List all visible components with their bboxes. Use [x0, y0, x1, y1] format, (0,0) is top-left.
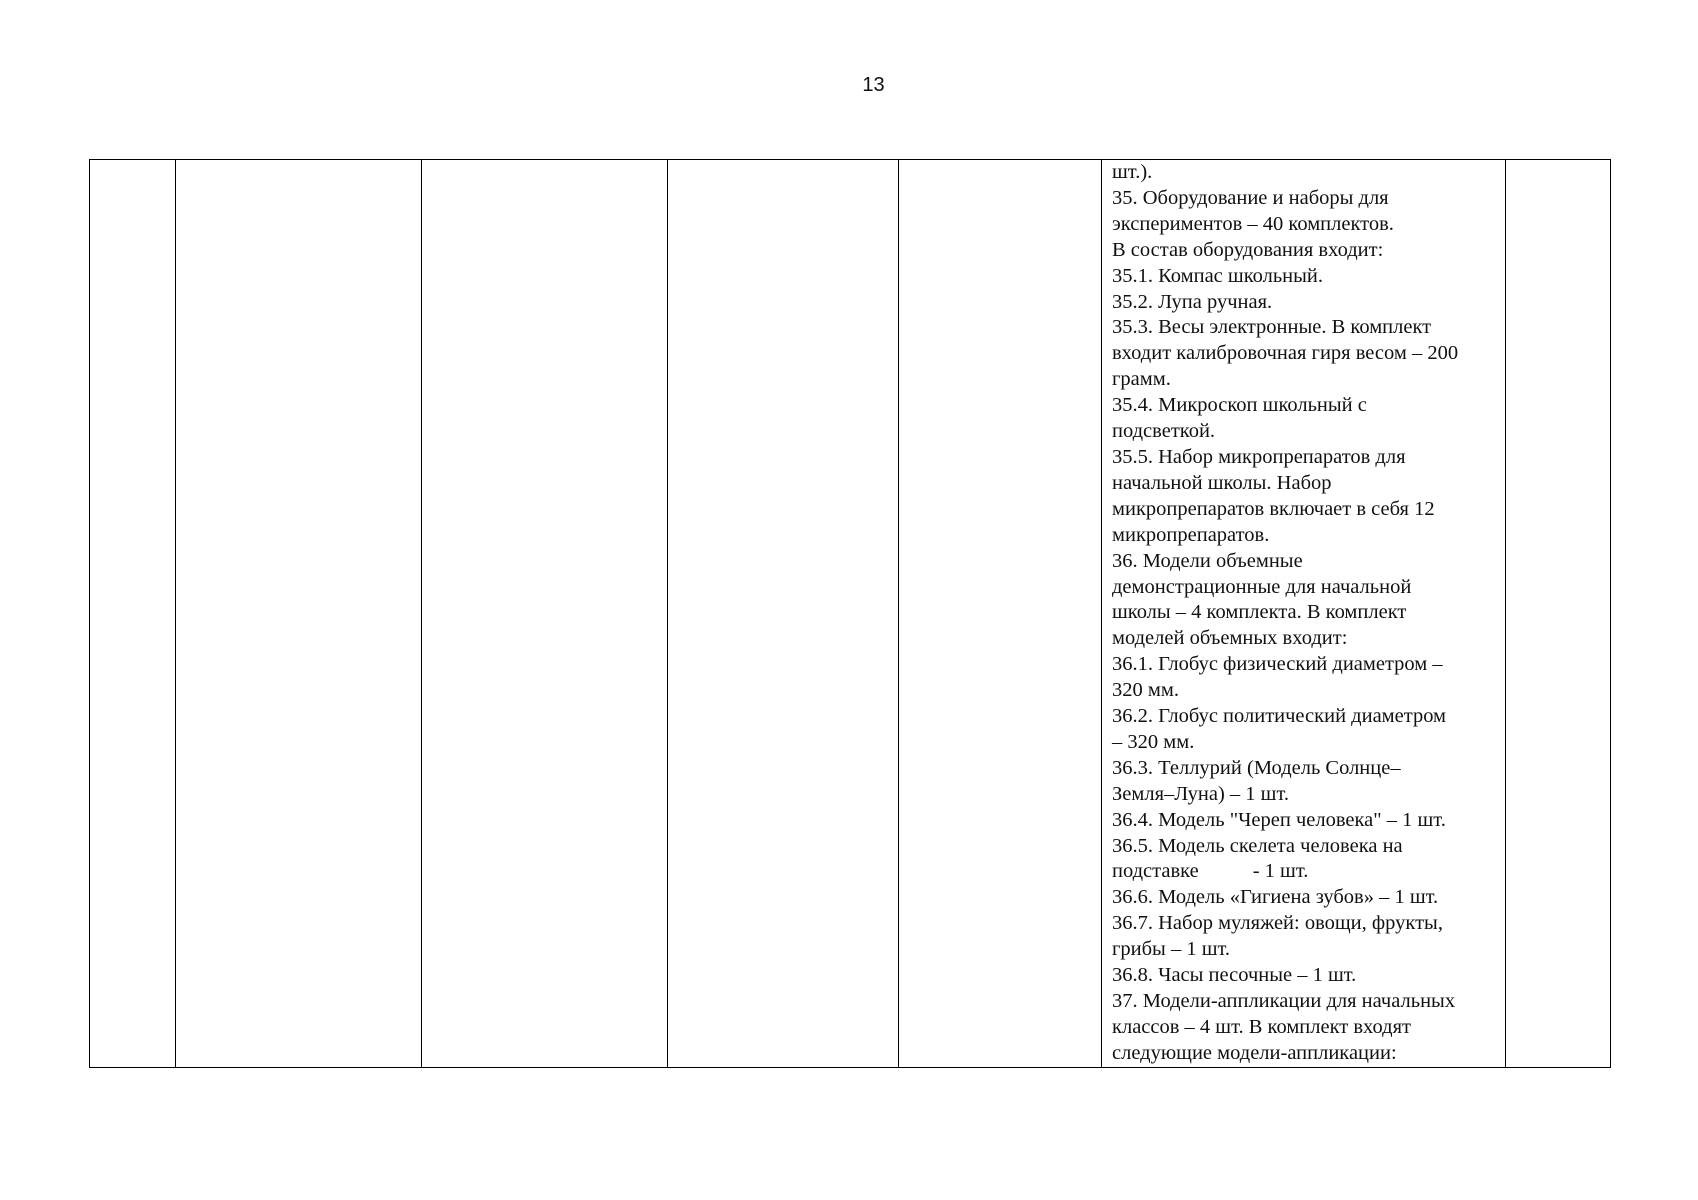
text-line: Земля–Луна) – 1 шт.: [1112, 782, 1289, 805]
text-fragment: - 1 шт.: [1252, 860, 1309, 883]
text-line: В состав оборудования входит:: [1112, 238, 1384, 261]
text-line: экспериментов – 40 комплектов.: [1112, 212, 1394, 235]
text-line-split: [1112, 859, 1499, 885]
text-line: следующие модели-аппликации:: [1112, 1041, 1397, 1064]
text-line: 36.6. Модель «Гигиена зубов» – 1 шт.: [1112, 886, 1439, 909]
text-line: 36.3. Теллурий (Модель Солнце–: [1112, 756, 1401, 779]
table-cell-col5: [899, 160, 1102, 1068]
table-cell-col2: [176, 160, 422, 1068]
text-line: микропрепаратов включает в себя 12: [1112, 497, 1435, 520]
text-line: начальной школы. Набор: [1112, 471, 1332, 494]
text-line: входит калибровочная гиря весом – 200: [1112, 342, 1459, 365]
text-line: 36. Модели объемные: [1112, 549, 1303, 572]
table-cell-number: [90, 160, 176, 1068]
text-line: подсветкой.: [1112, 420, 1216, 443]
text-line: 36.8. Часы песочные – 1 шт.: [1112, 964, 1357, 987]
text-line: 36.7. Набор муляжей: овощи, фрукты,: [1112, 912, 1443, 935]
equipment-table: [89, 159, 1611, 1068]
text-line: демонстрационные для начальной: [1112, 575, 1412, 598]
text-line: 36.1. Глобус физический диаметром –: [1112, 653, 1443, 676]
text-line: 35.2. Лупа ручная.: [1112, 290, 1273, 313]
text-line: 35.1. Компас школьный.: [1112, 264, 1324, 287]
text-line: классов – 4 шт. В комплект входят: [1112, 1015, 1411, 1038]
text-line: 36.5. Модель скелета человека на: [1112, 834, 1403, 857]
text-line: 36.2. Глобус политический диаметром: [1112, 705, 1447, 728]
text-line: 35.3. Весы электронные. В комплект: [1112, 316, 1432, 339]
text-line: 35. Оборудование и наборы для: [1112, 186, 1389, 209]
text-line: грамм.: [1112, 368, 1171, 391]
table-row: [90, 160, 1611, 1068]
page-number: 13: [862, 74, 885, 96]
text-line: микропрепаратов.: [1112, 523, 1270, 546]
table-cell-col4: [668, 160, 899, 1068]
text-line: 36.4. Модель "Череп человека" – 1 шт.: [1112, 808, 1446, 831]
table-cell-col3: [422, 160, 668, 1068]
text-line: 35.4. Микроскоп школьный с: [1112, 394, 1367, 417]
text-line: грибы – 1 шт.: [1112, 938, 1231, 961]
text-fragment: подставке: [1112, 860, 1199, 883]
text-line: моделей объемных входит:: [1112, 627, 1348, 650]
table-cell-equipment-description: [1102, 160, 1506, 1068]
text-line: 37. Модели-аппликации для начальных: [1112, 990, 1456, 1012]
text-line: 320 мм.: [1112, 679, 1179, 702]
table-cell-col7: [1506, 160, 1611, 1068]
text-line: школы – 4 комплекта. В комплект: [1112, 601, 1407, 624]
text-line: 35.5. Набор микропрепаратов для: [1112, 445, 1406, 468]
text-line: шт.).: [1112, 161, 1153, 183]
text-line: – 320 мм.: [1112, 730, 1195, 753]
